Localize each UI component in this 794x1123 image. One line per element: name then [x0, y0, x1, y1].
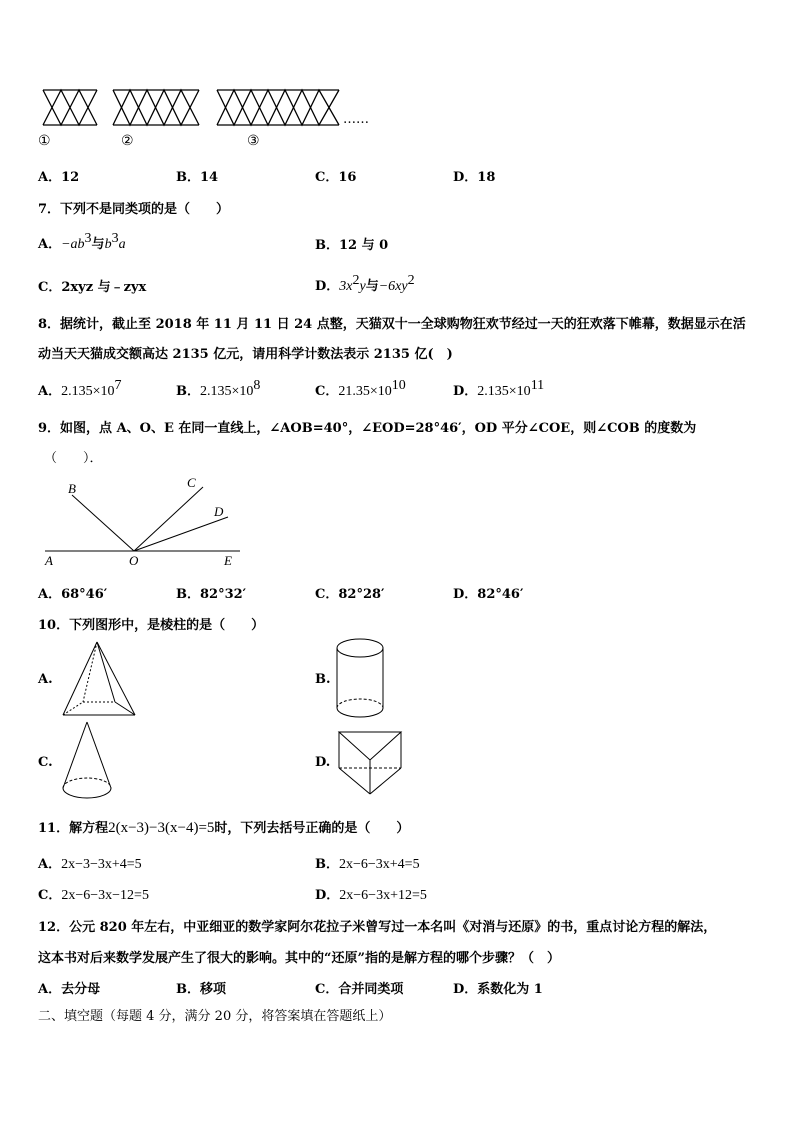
- prism-figure: [337, 728, 407, 798]
- point-label-o: O: [129, 553, 139, 568]
- point-label-c: C: [187, 475, 196, 490]
- section-2-title: 二、填空题（每题 4 分，满分 20 分，将答案填在答题纸上）: [38, 1009, 392, 1024]
- q11-stem: 11．解方程2(x−3)−3(x−4)=5时，下列去括号正确的是（ ）: [38, 820, 410, 836]
- q7-option-d: D．$3x^2y$与$-6xy^2$: [315, 273, 415, 294]
- q11-option-a: A．2x−3−3x+4=5: [38, 857, 142, 872]
- pyramid-figure: [60, 640, 140, 720]
- q7-option-a: A．$-ab^3$与$b^3a$: [38, 231, 126, 252]
- q12-stem-line1: 12．公元 820 年左右，中亚细亚的数学家阿尔花拉子米曾写过一本名叫《对消与还原》的书，重点讨论方程的解法，: [38, 920, 717, 935]
- q12-option-c: C．合并同类项: [315, 982, 404, 997]
- point-label-a: A: [45, 553, 53, 568]
- q11-option-c: C．2x−6−3x−12=5: [38, 888, 149, 903]
- q9-option-c: C．82°28′: [315, 587, 385, 602]
- q12-stem-line2: 这本书对后来数学发展产生了很大的影响。其中的“还原”指的是解方程的哪个步骤？（ ）: [38, 951, 560, 966]
- q6-option-c: C．16: [315, 170, 357, 185]
- q9-stem-line2: （ ）．: [44, 451, 103, 466]
- q9-stem-line1: 9．如图，点 A、O、E 在同一直线上，∠AOB=40°，∠EOD=28°46′，OD 平分∠COE，则∠COB 的度数为: [38, 421, 697, 436]
- q9-option-d: D．82°46′: [453, 587, 524, 602]
- q8-option-c: C．$21.35\times 10^{10}$: [315, 378, 406, 399]
- q10-label-c: C.: [38, 755, 53, 770]
- q9-option-b: B．82°32′: [176, 587, 247, 602]
- cone-figure: [60, 720, 120, 805]
- q7-stem: 7．下列不是同类项的是（ ）: [38, 202, 230, 217]
- point-label-e: E: [224, 553, 232, 568]
- pattern-label-2: ②: [121, 133, 134, 149]
- q12-option-d: D．系数化为 1: [453, 982, 543, 997]
- pattern-label-3: ③: [247, 133, 260, 149]
- q8-option-a: A．$2.135\times 10^7$: [38, 378, 122, 399]
- pattern-label-1: ①: [38, 133, 51, 149]
- q6-option-a: A．12: [38, 170, 80, 185]
- pattern-ellipsis: ……: [343, 112, 369, 127]
- cylinder-figure: [334, 636, 394, 721]
- q8-option-b: B．$2.135\times 10^8$: [176, 378, 261, 399]
- q10-label-b: B.: [315, 672, 331, 687]
- q8-option-d: D．$2.135\times 10^{11}$: [453, 378, 545, 399]
- q11-option-b: B．2x−6−3x+4=5: [315, 857, 420, 872]
- q6-option-b: B．14: [176, 170, 219, 185]
- point-label-d: D: [214, 504, 224, 519]
- q10-label-a: A.: [38, 672, 53, 687]
- q8-stem-line1: 8．据统计，截止至 2018 年 11 月 11 日 24 点整，天猫双十一全球购物狂欢节经过一天的狂欢落下帷幕，数据显示在活: [38, 317, 746, 332]
- q7-option-c: C．2xyz 与﹣zyx: [38, 280, 147, 295]
- q7-option-b: B．12 与 0: [315, 238, 389, 253]
- q6-option-d: D．18: [453, 170, 496, 185]
- q10-stem: 10．下列图形中，是棱柱的是（ ）: [38, 618, 265, 633]
- q11-option-d: D．2x−6−3x+12=5: [315, 888, 427, 903]
- point-label-b: B: [68, 481, 76, 496]
- q12-option-a: A．去分母: [38, 982, 101, 997]
- q9-option-a: A．68°46′: [38, 587, 108, 602]
- q12-option-b: B．移项: [176, 982, 226, 997]
- q10-label-d: D.: [315, 755, 331, 770]
- q8-stem-line2: 动当天天猫成交额高达 2135 亿元，请用科学计数法表示 2135 亿( ): [38, 347, 453, 362]
- x-pattern-figure: [0, 0, 794, 130]
